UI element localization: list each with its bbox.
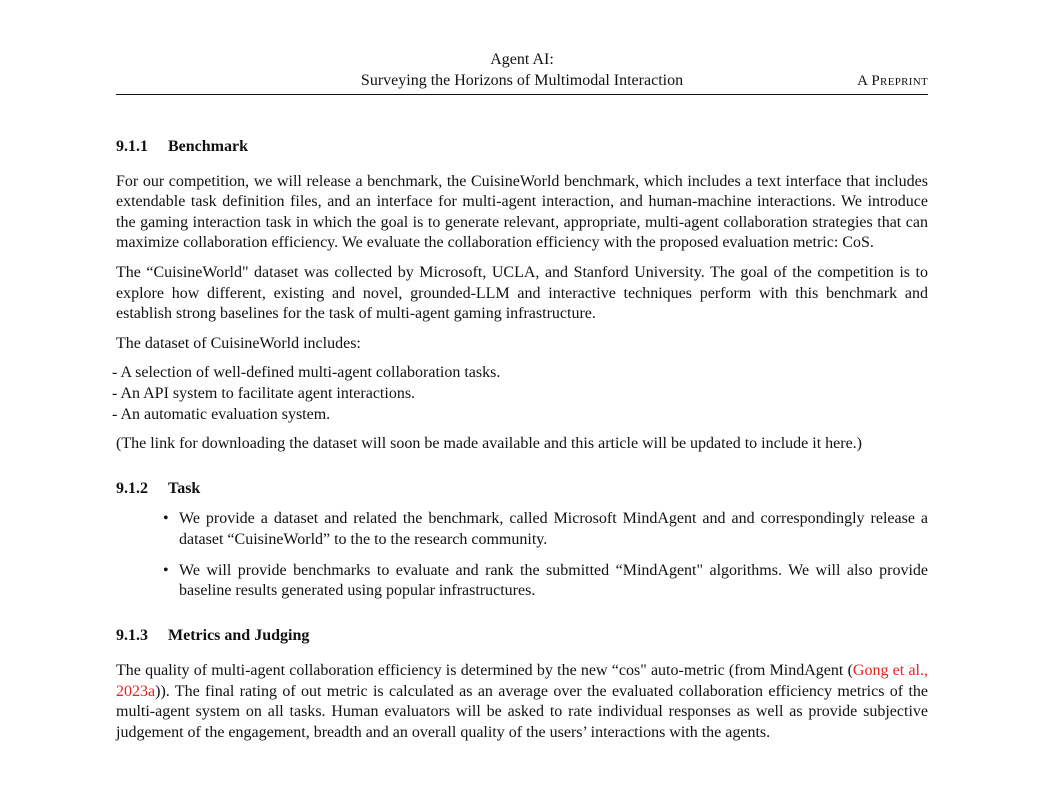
paragraph-text: )). The final rating of out metric is calculated as an average over the evaluated collaboration efficiency metrics of the multi-agent system on all tasks. Human evaluators will be asked to rate individual responses as well as provide subjective judgement of the engagement, breadth and an overall quality of the users’ interactions with the agents. [116, 682, 928, 742]
benchmark-paragraph-1: For our competition, we will release a benchmark, the CuisineWorld benchmark, which includes a text interface that includes extendable task definition files, and an interface for multi-agent interaction, and human-machine interactions. We introduce the gaming interaction task in which the goal is to generate relevant, appropriate, multi-agent collaboration strategies that can maximize collaboration efficiency. We evaluate the collaboration efficiency with the proposed evaluation metric: CoS. [116, 172, 928, 252]
section-number: 9.1.3 [116, 626, 148, 644]
preprint-label: A Preprint [857, 73, 928, 89]
list-item [116, 561, 928, 602]
list-item [116, 509, 928, 550]
section-title: Task [168, 479, 201, 497]
citation-link[interactable]: Gong et al., 2023a [116, 662, 928, 700]
page-body [112, 137, 928, 744]
running-header [116, 50, 928, 95]
header-title-line1: Agent AI: [490, 51, 554, 68]
paragraph-text: The quality of multi-agent collaboration efficiency is determined by the new “cos" auto-metric (from MindAgent ( [116, 662, 853, 680]
section-heading-task [116, 479, 928, 500]
section-title: Benchmark [168, 138, 248, 155]
task-bullet-list [116, 509, 928, 601]
benchmark-paragraph-3: The dataset of CuisineWorld includes: [116, 334, 361, 352]
bullet-text: We provide a dataset and related the benchmark, called Microsoft MindAgent and and correspondingly release a dataset “CuisineWorld” to the to the research community. [179, 510, 928, 548]
section-number: 9.1.1 [116, 138, 148, 155]
list-item: - An automatic evaluation system. [112, 405, 331, 423]
section-heading-benchmark [116, 137, 928, 158]
bullet-icon: • [163, 561, 169, 579]
bullet-icon: • [163, 510, 169, 528]
benchmark-paragraph-4: (The link for downloading the dataset will soon be made available and this article will be updated to include it here.) [116, 435, 862, 453]
header-title-line2: Surveying the Horizons of Multimodal Interaction [360, 72, 684, 89]
dataset-contents-list [112, 363, 928, 425]
metrics-paragraph [116, 661, 928, 743]
list-item: - A selection of well-defined multi-agent collaboration tasks. [112, 364, 501, 382]
bullet-text: We will provide benchmarks to evaluate and rank the submitted “MindAgent" algorithms. We will also provide baseline results generated using popular infrastructures. [179, 561, 928, 600]
section-heading-metrics [116, 626, 928, 647]
section-number: 9.1.2 [116, 479, 148, 497]
section-title: Metrics and Judging [168, 626, 310, 644]
benchmark-paragraph-2: The “CuisineWorld" dataset was collected by Microsoft, UCLA, and Stanford University. The goal of the competition is to explore how different, existing and novel, grounded-LLM and interactive techniques perform with this benchmark and establish strong baselines for the task of multi-agent gaming infrastructure. [116, 263, 928, 323]
list-item: - An API system to facilitate agent interactions. [112, 384, 416, 402]
